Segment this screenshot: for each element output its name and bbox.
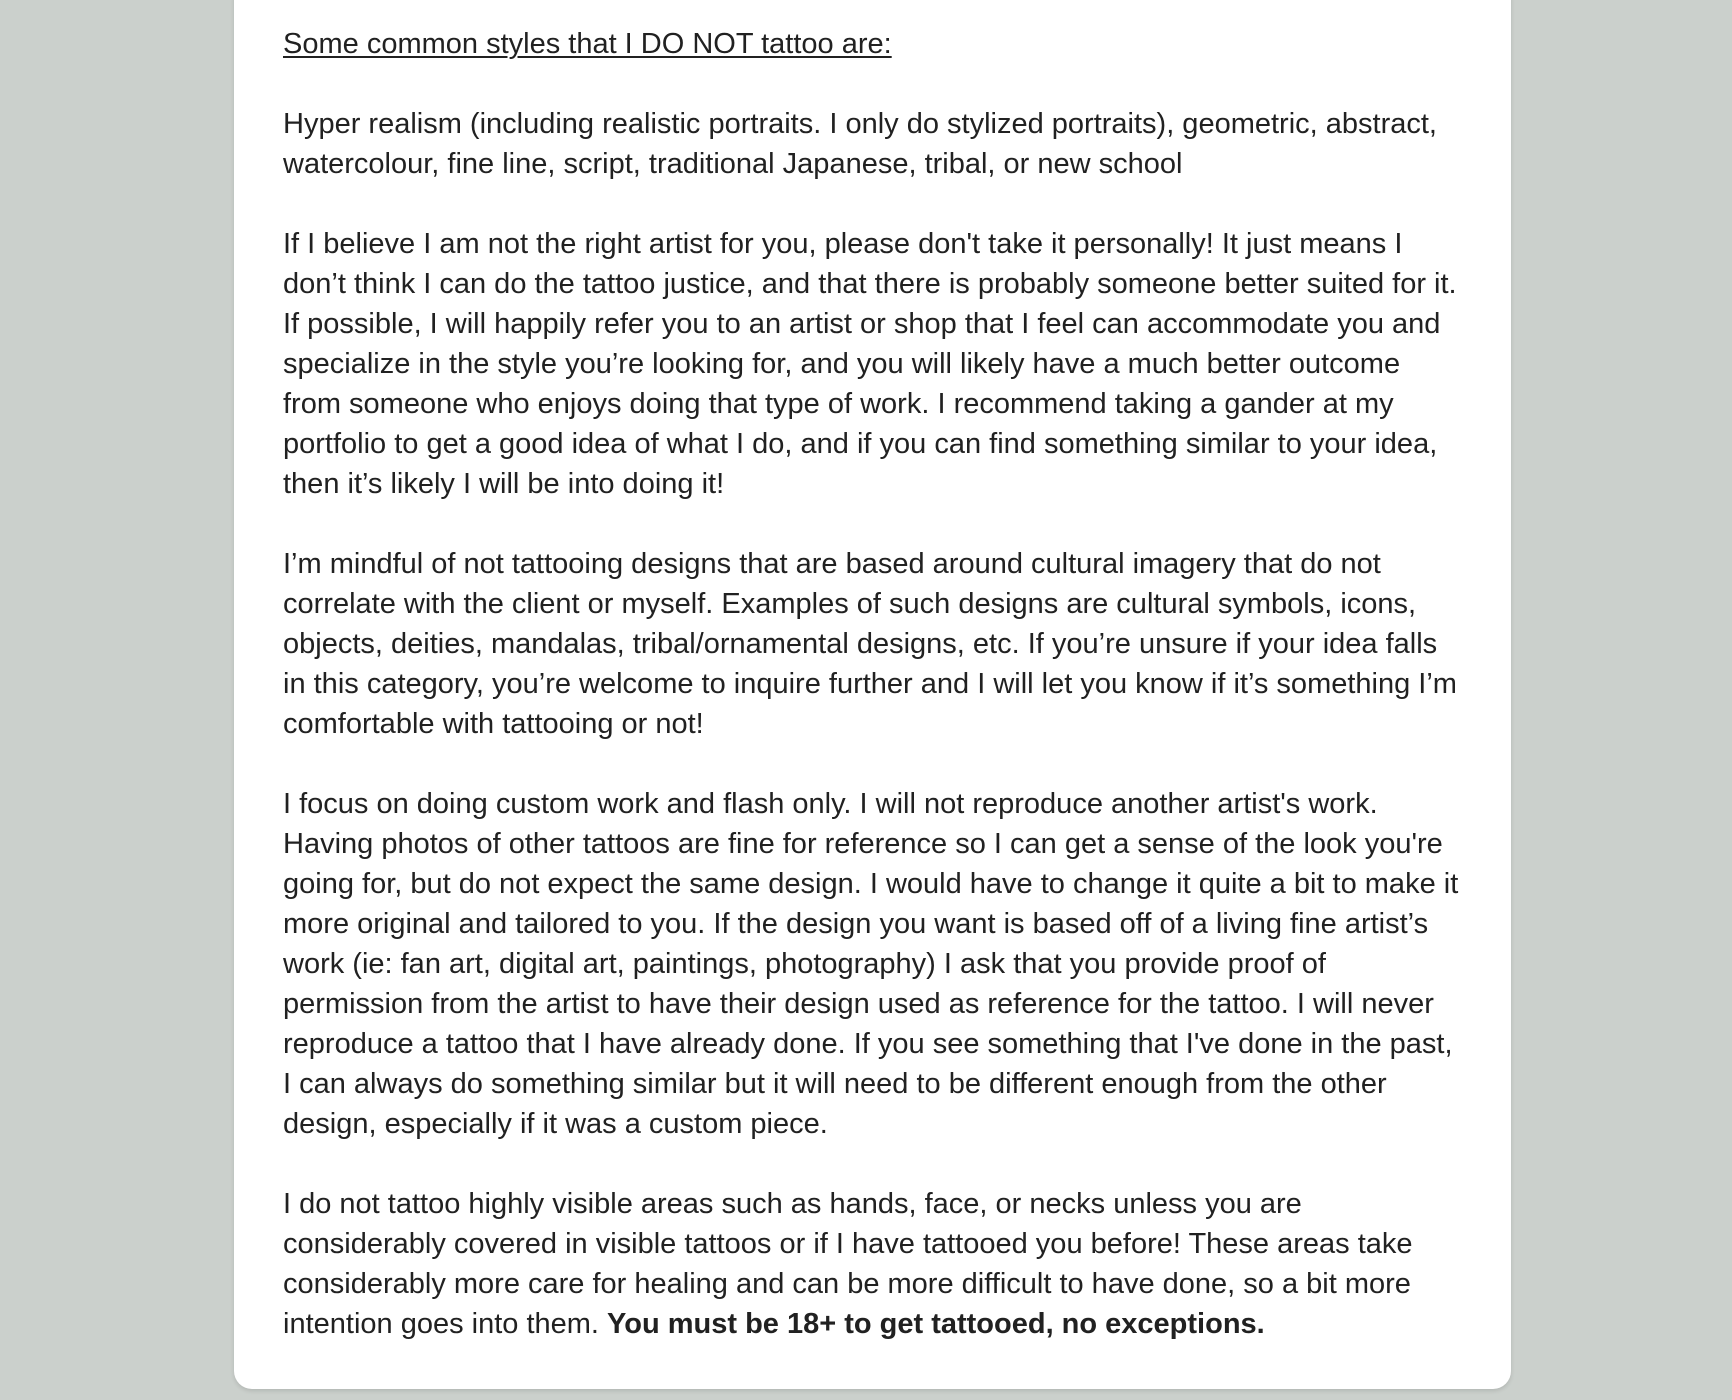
custom-work-paragraph: I focus on doing custom work and flash only. I will not reproduce another artist's work. Having photos of other tattoos are fine for reference so I can get a sense of the look you're going for, but do not expect the same design. I would have to change it quite a bit to make it more original and tailored to you. If the design you want is based off of a living fine artist’s work (ie: fan art, digital art, paintings, photography) I ask that you provide proof of permission from the artist to have their design used as reference for the tattoo. I will never reproduce a tattoo that I have already done. If you see something that I've done in the past, I can always do something similar but it will need to be different enough from the other design, especially if it was a custom piece. [283, 788, 1459, 1140]
age-requirement-text: You must be 18+ to get tattooed, no exceptions. [607, 1308, 1265, 1340]
styles-heading: Some common styles that I DO NOT tattoo are: [283, 28, 892, 60]
visible-areas-text: I do not tattoo highly visible areas such as hands, face, or necks unless you are considerably covered in visible tattoos or if I have tattooed you before! These areas take considerably more care for healing and can be more difficult to have done, so a bit more intention goes into them. [283, 1188, 1413, 1340]
styles-list-paragraph: Hyper realism (including realistic portraits. I only do stylized portraits), geometric, abstract, watercolour, fine line, script, traditional Japanese, tribal, or new school [283, 108, 1437, 180]
not-right-artist-paragraph: If I believe I am not the right artist for you, please don't take it personally! It just means I don’t think I can do the tattoo justice, and that there is probably someone better suited for it. If possible, I will happily refer you to an artist or shop that I feel can accommodate you and specialize in the style you’re looking for, and you will likely have a much better outcome from someone who enjoys doing that type of work. I recommend taking a gander at my portfolio to get a good idea of what I do, and if you can find something similar to your idea, then it’s likely I will be into doing it! [283, 228, 1457, 500]
content-card [234, 0, 1511, 1389]
visible-areas-paragraph [283, 1184, 1463, 1344]
cultural-imagery-paragraph: I’m mindful of not tattooing designs that are based around cultural imagery that do not correlate with the client or myself. Examples of such designs are cultural symbols, icons, objects, deities, mandalas, tribal/ornamental designs, etc. If you’re unsure if your idea falls in this category, you’re welcome to inquire further and I will let you know if it’s something I’m comfortable with tattooing or not! [283, 548, 1457, 740]
